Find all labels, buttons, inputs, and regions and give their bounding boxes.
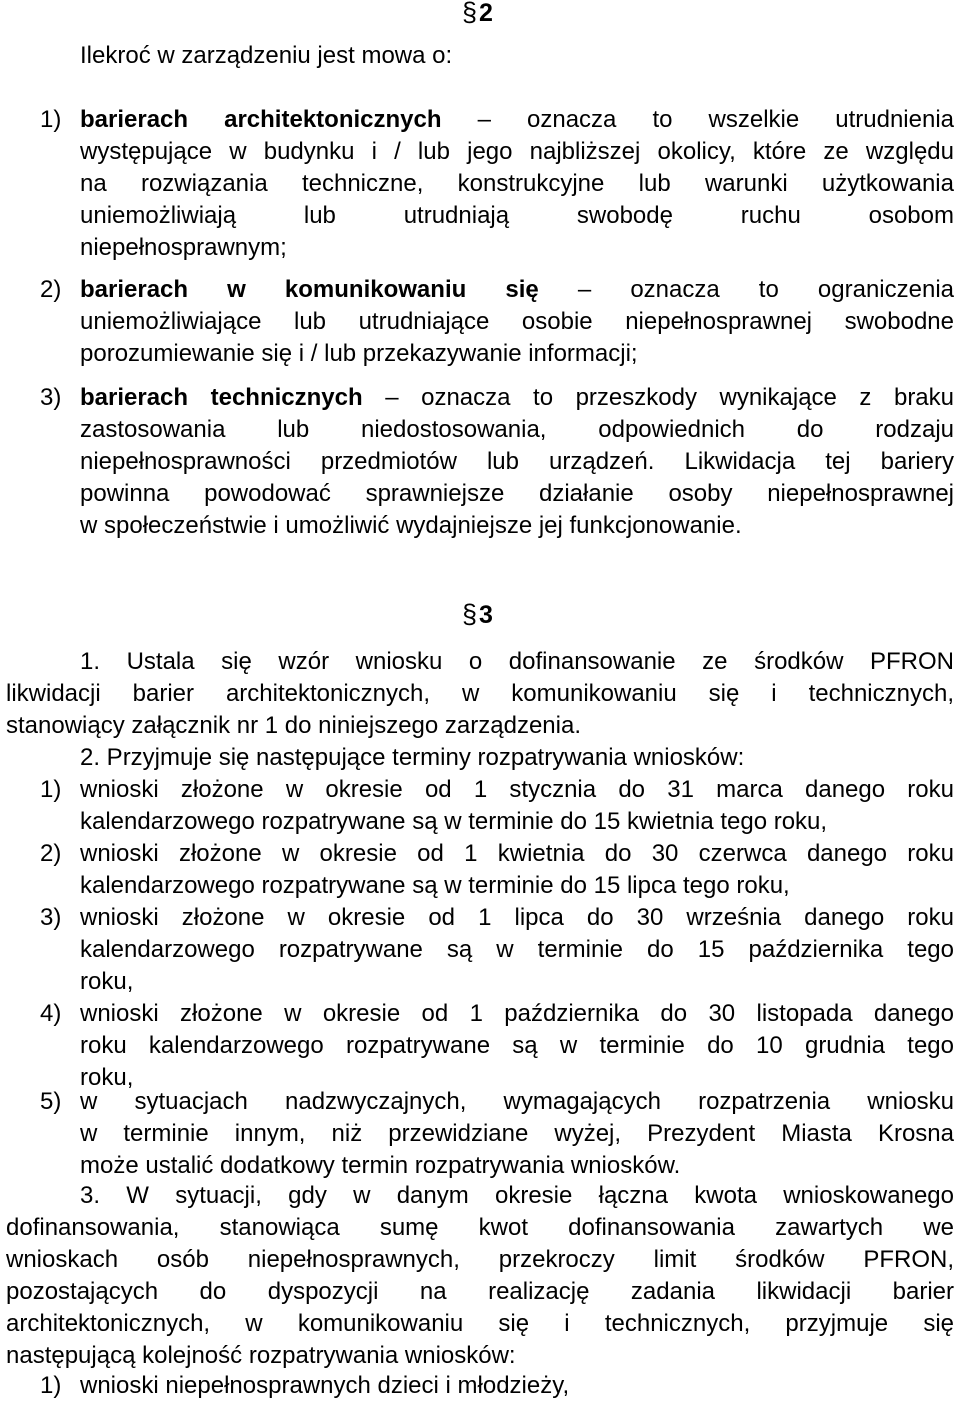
section-3-paragraph-1-line: likwidacji barier architektonicznych, w komunikowaniu się i technicznych, bbox=[6, 680, 954, 707]
section-3-paragraph-3-line: architektonicznych, w komunikowaniu się i technicznych, przyjmuje się bbox=[6, 1310, 954, 1337]
term-1-line: kalendarzowego rozpatrywane są w terminie do 15 kwietnia tego roku, bbox=[80, 808, 828, 835]
section-3-paragraph-3-line: pozostających do dyspozycji na realizację zadania likwidacji barier bbox=[6, 1278, 954, 1305]
item-1-dash: – bbox=[477, 106, 491, 133]
term-3-line: roku, bbox=[80, 968, 134, 995]
item-3-dash: – bbox=[385, 384, 399, 411]
section-3-paragraph-1-line: 1. Ustala się wzór wniosku o dofinansowanie ze środków PFRON bbox=[80, 648, 954, 675]
section-3-number: 3 bbox=[479, 601, 493, 629]
term-5-line: może ustalić dodatkowy termin rozpatrywania wniosków. bbox=[80, 1152, 681, 1179]
term-2-number: 2) bbox=[40, 840, 62, 867]
item-3-first-line bbox=[80, 382, 954, 414]
term-1-number: 1) bbox=[40, 776, 62, 803]
item-1-line: występujące w budynku i / lub jego najbliższej okolicy, które ze względu bbox=[80, 138, 954, 165]
section-2-heading bbox=[462, 0, 493, 29]
term-2-line: kalendarzowego rozpatrywane są w terminie do 15 lipca tego roku, bbox=[80, 872, 790, 899]
term-5-number: 5) bbox=[40, 1088, 62, 1115]
item-2-number: 2) bbox=[40, 276, 62, 303]
item-1-line: oznacza to wszelkie utrudnienia bbox=[527, 106, 955, 133]
item-1-line: uniemożliwiają lub utrudniają swobodę ruchu osobom bbox=[80, 202, 954, 229]
section-3-paragraph-3-line: następującą kolejność rozpatrywania wniosków: bbox=[6, 1342, 516, 1369]
section-3-heading bbox=[462, 598, 493, 631]
item-2-line: porozumiewanie się i / lub przekazywanie informacji; bbox=[80, 340, 638, 367]
item-3-line: powinna powodować sprawniejsze działanie osoby niepełnosprawnej bbox=[80, 480, 954, 507]
term-3-line: wnioski złożone w okresie od 1 lipca do 30 września danego roku bbox=[80, 904, 954, 931]
section-2-intro: Ilekroć w zarządzeniu jest mowa o: bbox=[80, 42, 453, 69]
term-2-line: wnioski złożone w okresie od 1 kwietnia do 30 czerwca danego roku bbox=[80, 840, 954, 867]
section-3-paragraph-3-line: 3. W sytuacji, gdy w danym okresie łączna kwota wnioskowanego bbox=[80, 1182, 954, 1209]
section-3-paragraph-3-line: wnioskach osób niepełnosprawnych, przekroczy limit środków PFRON, bbox=[6, 1246, 954, 1273]
item-2-line: uniemożliwiające lub utrudniające osobie niepełnosprawnej swobodne bbox=[80, 308, 954, 335]
term-4-line: roku kalendarzowego rozpatrywane są w terminie do 10 grudnia tego bbox=[80, 1032, 954, 1059]
section-3-paragraph-2-intro: 2. Przyjmuje się następujące terminy rozpatrywania wniosków: bbox=[80, 744, 745, 771]
item-2-line: oznacza to ograniczenia bbox=[630, 276, 955, 303]
item-3-line: oznacza to przeszkody wynikające z braku bbox=[421, 384, 954, 411]
term-3-line: kalendarzowego rozpatrywane są w terminie do 15 października tego bbox=[80, 936, 954, 963]
section-symbol: § bbox=[462, 599, 478, 629]
item-1-first-line bbox=[80, 104, 954, 136]
item-3-line: zastosowania lub niedostosowania, odpowiednich do rodzaju bbox=[80, 416, 954, 443]
section-symbol: § bbox=[462, 0, 478, 27]
section-3-paragraph-3-line: dofinansowania, stanowiąca sumę kwot dofinansowania zawartych we bbox=[6, 1214, 954, 1241]
item-3-number: 3) bbox=[40, 384, 62, 411]
item-1-line: niepełnosprawnym; bbox=[80, 234, 287, 261]
item-3-line: w społeczeństwie i umożliwić wydajniejsze jej funkcjonowanie. bbox=[80, 512, 742, 539]
term-3-number: 3) bbox=[40, 904, 62, 931]
order-1-number: 1) bbox=[40, 1372, 62, 1399]
item-1-number: 1) bbox=[40, 106, 62, 133]
term-4-line: roku, bbox=[80, 1064, 134, 1091]
item-3-term: barierach technicznych bbox=[80, 384, 363, 411]
section-3-paragraph-1-line: stanowiący załącznik nr 1 do niniejszego zarządzenia. bbox=[6, 712, 581, 739]
item-2-first-line bbox=[80, 274, 954, 306]
item-2-term: barierach w komunikowaniu się bbox=[80, 276, 539, 303]
section-2-number: 2 bbox=[479, 0, 493, 27]
item-3-line: niepełnosprawności przedmiotów lub urządzeń. Likwidacja tej bariery bbox=[80, 448, 954, 475]
term-4-line: wnioski złożone w okresie od 1 października do 30 listopada danego bbox=[80, 1000, 954, 1027]
term-5-line: w sytuacjach nadzwyczajnych, wymagających rozpatrzenia wniosku bbox=[80, 1088, 954, 1115]
order-1-text: wnioski niepełnosprawnych dzieci i młodzieży, bbox=[80, 1372, 570, 1399]
term-1-line: wnioski złożone w okresie od 1 stycznia do 31 marca danego roku bbox=[80, 776, 954, 803]
term-4-number: 4) bbox=[40, 1000, 62, 1027]
item-2-dash: – bbox=[577, 276, 592, 303]
item-1-line: na rozwiązania techniczne, konstrukcyjne lub warunki użytkowania bbox=[80, 170, 954, 197]
term-5-line: w terminie innym, niż przewidziane wyżej, Prezydent Miasta Krosna bbox=[80, 1120, 954, 1147]
item-1-term: barierach architektonicznych bbox=[80, 106, 442, 133]
